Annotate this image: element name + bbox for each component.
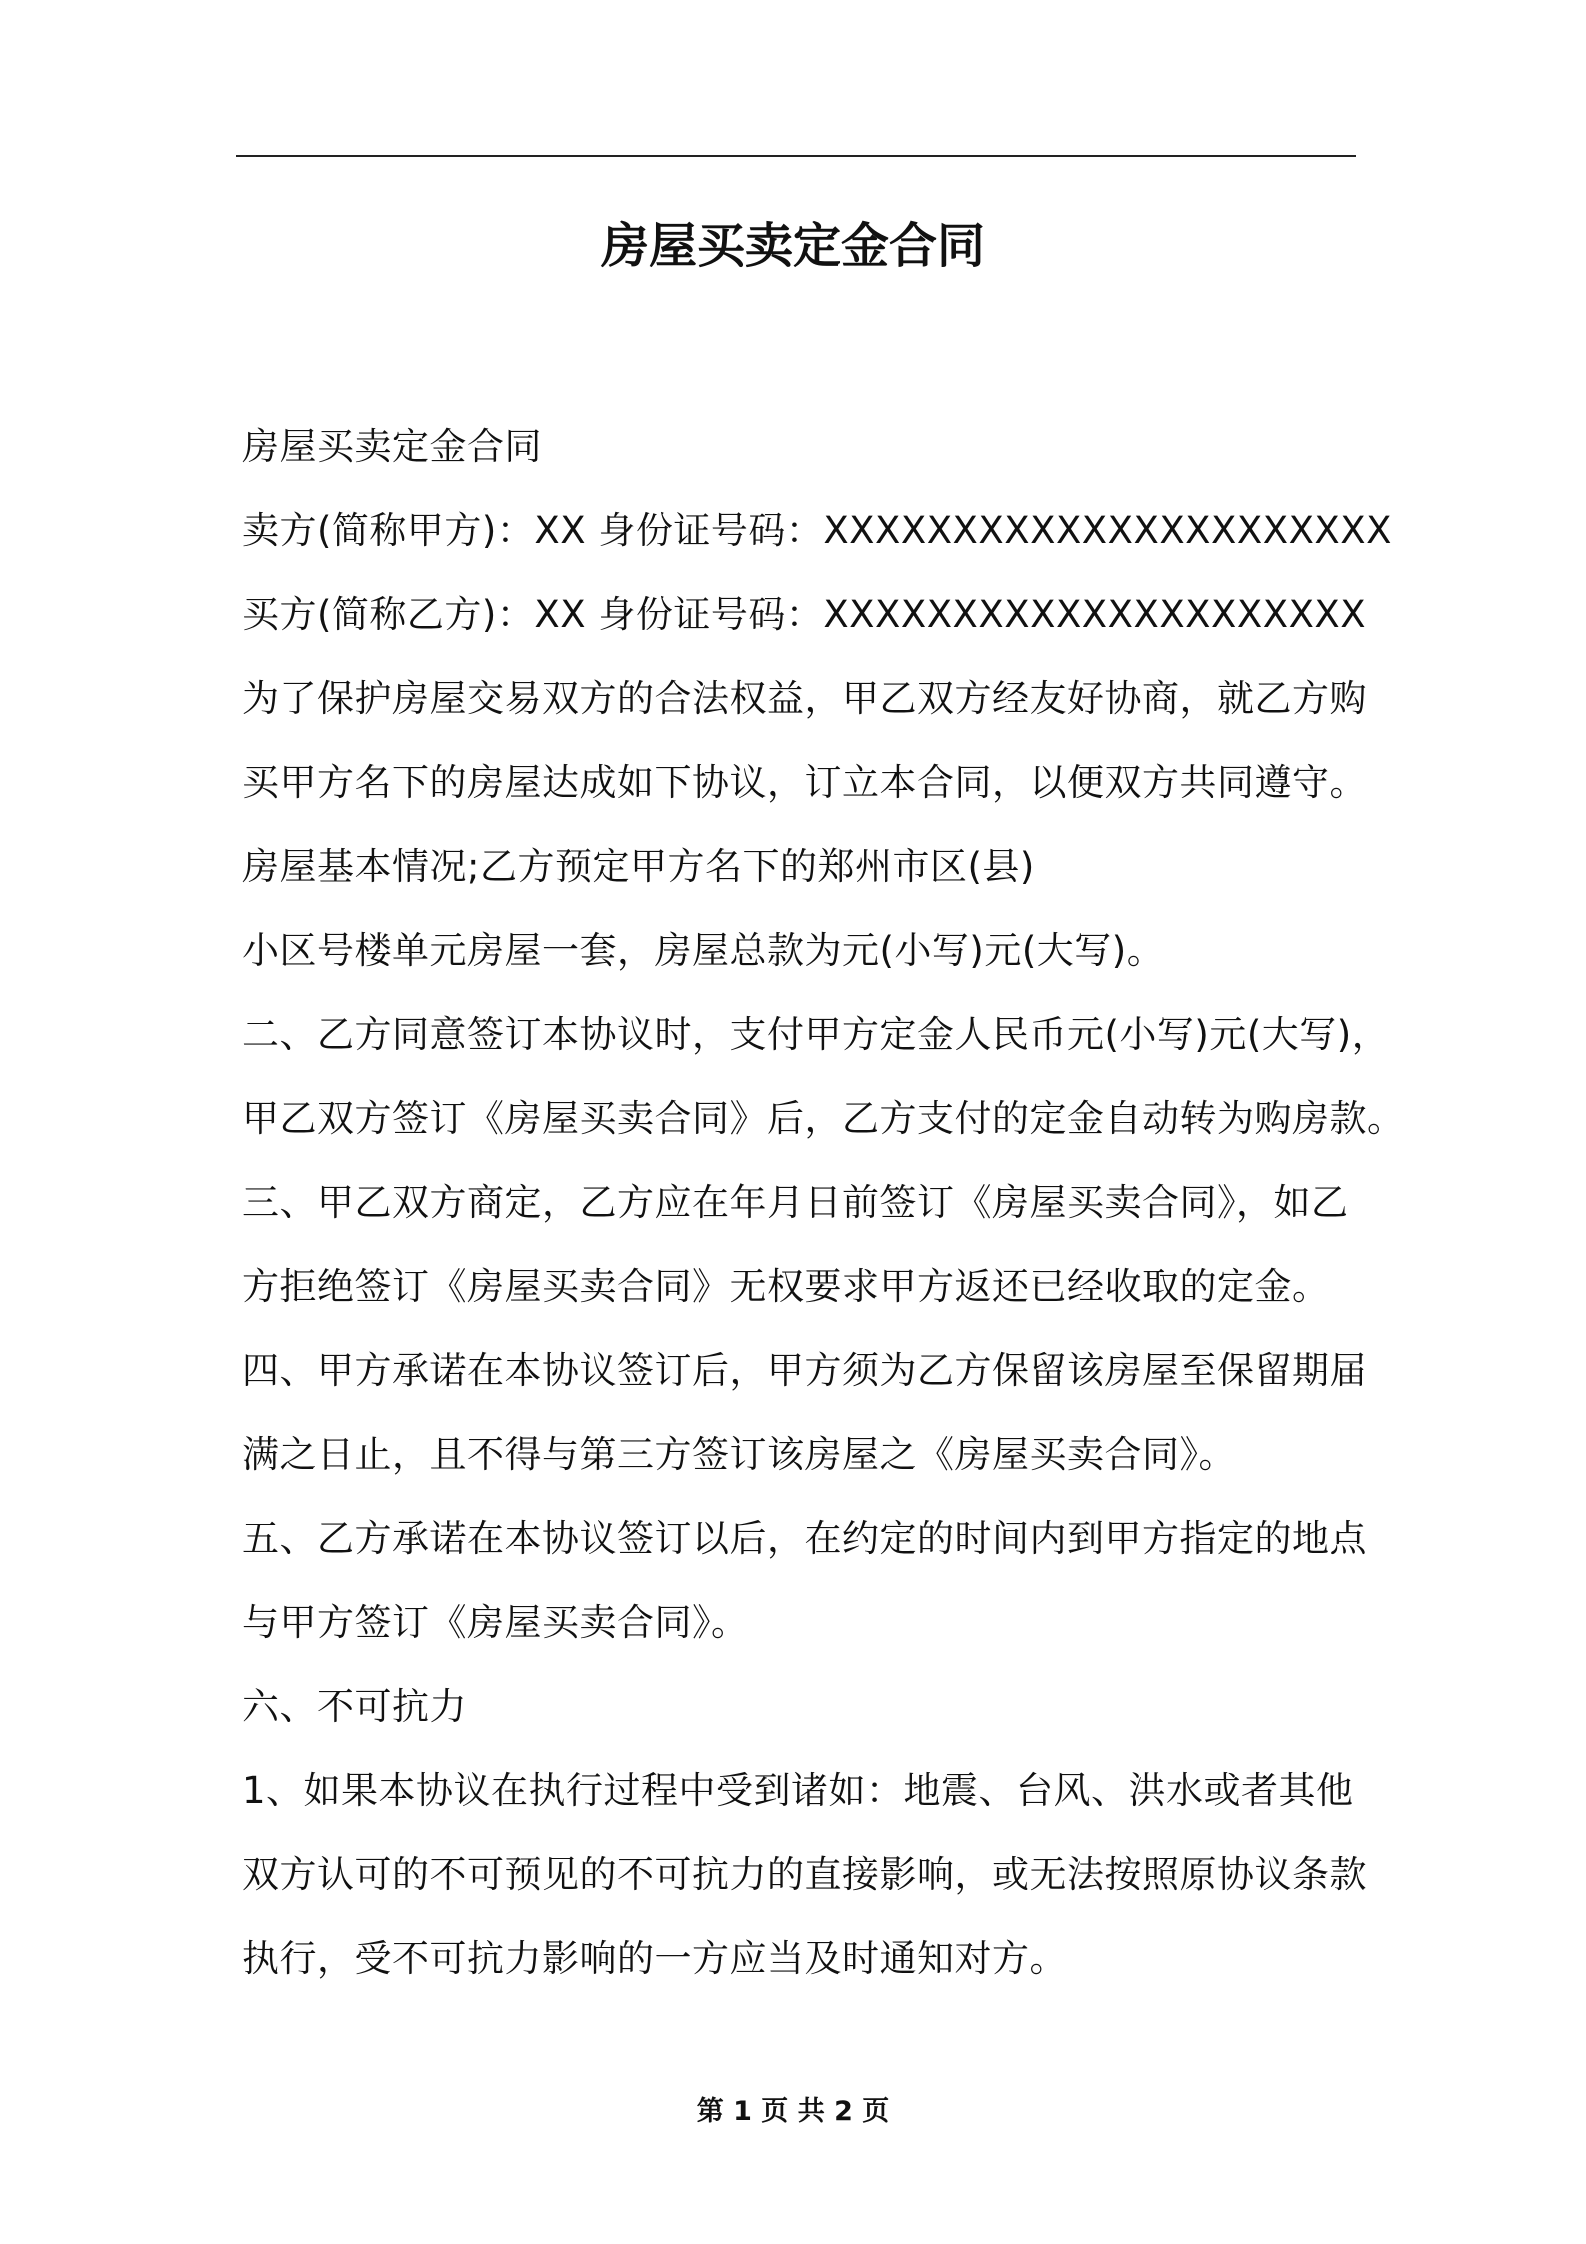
document-title: 房屋买卖定金合同 <box>600 218 985 274</box>
body-line: 为了保护房屋交易双方的合法权益，甲乙双方经友好协商，就乙方购 <box>242 677 1367 720</box>
body-line: 买方(简称乙方)：XX 身份证号码：XXXXXXXXXXXXXXXXXXXXX <box>242 593 1367 636</box>
body-line: 小区号楼单元房屋一套，房屋总款为元(小写)元(大写)。 <box>242 929 1165 972</box>
body-line: 满之日止，且不得与第三方签订该房屋之《房屋买卖合同》。 <box>242 1433 1236 1476</box>
body-line: 六、不可抗力 <box>242 1685 467 1728</box>
body-line: 四、甲方承诺在本协议签订后，甲方须为乙方保留该房屋至保留期届 <box>242 1349 1367 1392</box>
page-number: 第 1 页 共 2 页 <box>696 2096 890 2127</box>
document-body <box>242 405 1405 2001</box>
body-line: 五、乙方承诺在本协议签订以后，在约定的时间内到甲方指定的地点 <box>242 1517 1367 1560</box>
body-line: 双方认可的不可预见的不可抗力的直接影响，或无法按照原协议条款 <box>242 1853 1367 1896</box>
body-line: 房屋买卖定金合同 <box>242 425 542 468</box>
body-line: 方拒绝签订《房屋买卖合同》无权要求甲方返还已经收取的定金。 <box>242 1265 1330 1308</box>
header-divider <box>236 155 1356 157</box>
body-line: 房屋基本情况;乙方预定甲方名下的郑州市区(县) <box>242 845 1035 888</box>
body-line: 与甲方签订《房屋买卖合同》。 <box>242 1601 749 1644</box>
body-line: 三、甲乙双方商定，乙方应在年月日前签订《房屋买卖合同》，如乙 <box>242 1181 1349 1224</box>
body-line: 执行，受不可抗力影响的一方应当及时通知对方。 <box>242 1937 1067 1980</box>
body-line: 卖方(简称甲方)：XX 身份证号码：XXXXXXXXXXXXXXXXXXXXXX <box>242 509 1392 552</box>
body-line: 甲乙双方签订《房屋买卖合同》后，乙方支付的定金自动转为购房款。 <box>242 1097 1405 1140</box>
body-line: 买甲方名下的房屋达成如下协议，订立本合同，以便双方共同遵守。 <box>242 761 1367 804</box>
body-line: 二、乙方同意签订本协议时，支付甲方定金人民币元(小写)元(大写)， <box>242 1013 1390 1056</box>
body-line: 1、如果本协议在执行过程中受到诸如：地震、台风、洪水或者其他 <box>242 1769 1354 1812</box>
